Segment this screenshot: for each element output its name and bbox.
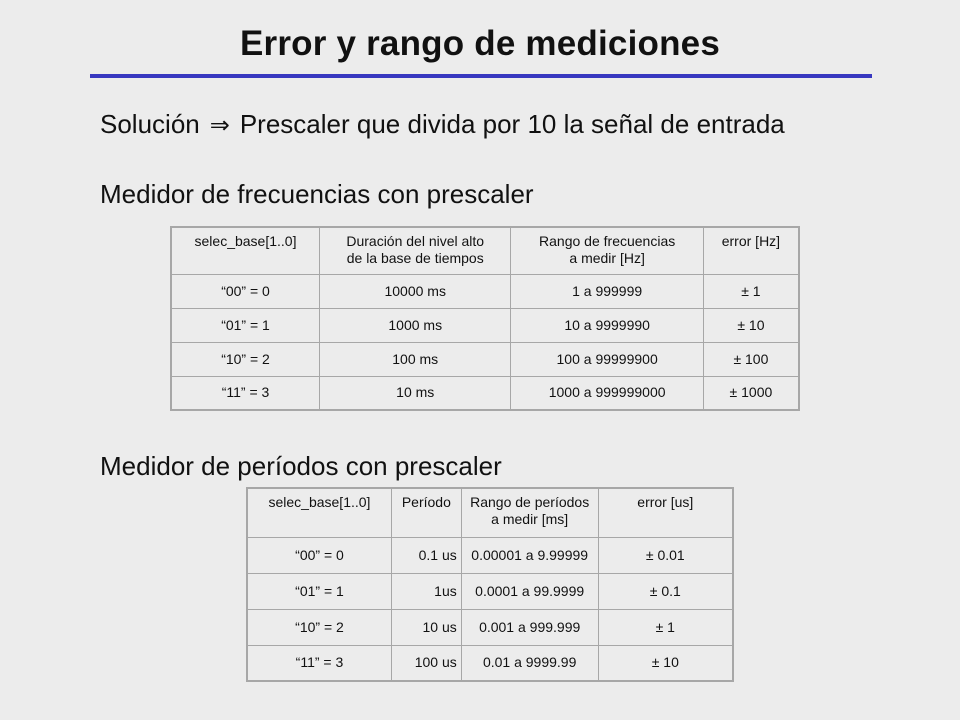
table-cell: 100 us xyxy=(391,645,461,681)
table-cell: 100 ms xyxy=(320,342,511,376)
table-cell: “11” = 3 xyxy=(247,645,391,681)
solution-line xyxy=(100,109,785,140)
table-cell: ± 0.01 xyxy=(598,537,733,573)
header-cell: Rango de frecuencias a medir [Hz] xyxy=(511,227,703,274)
table-cell: 0.01 a 9999.99 xyxy=(461,645,598,681)
table-cell: 1us xyxy=(391,573,461,609)
table-cell: 1 a 999999 xyxy=(511,274,703,308)
table-cell: ± 10 xyxy=(703,308,799,342)
table-cell: “10” = 2 xyxy=(247,609,391,645)
table-cell: 10 a 9999990 xyxy=(511,308,703,342)
table-cell: “00” = 0 xyxy=(247,537,391,573)
table-row xyxy=(247,537,733,573)
period-table xyxy=(246,487,734,682)
table-cell: “10” = 2 xyxy=(171,342,320,376)
frequency-table xyxy=(170,226,800,411)
solution-text: Prescaler que divida por 10 la señal de entrada xyxy=(239,109,785,139)
table-cell: “00” = 0 xyxy=(171,274,320,308)
table-cell: “01” = 1 xyxy=(171,308,320,342)
table-cell: 1000 a 999999000 xyxy=(511,376,703,410)
table-cell: 100 a 99999900 xyxy=(511,342,703,376)
slide-title: Error y rango de mediciones xyxy=(240,24,720,63)
table-cell: 10000 ms xyxy=(320,274,511,308)
table-header-row xyxy=(171,227,799,274)
table-cell: 0.00001 a 9.99999 xyxy=(461,537,598,573)
header-cell: Rango de períodos a medir [ms] xyxy=(461,488,598,537)
table-row xyxy=(171,376,799,410)
frequency-heading: Medidor de frecuencias con prescaler xyxy=(100,179,534,209)
implies-arrow-icon: ⇒ xyxy=(209,111,230,139)
table-row xyxy=(247,573,733,609)
table-cell: 1000 ms xyxy=(320,308,511,342)
table-cell: ± 100 xyxy=(703,342,799,376)
table-cell: ± 10 xyxy=(598,645,733,681)
table-cell: ± 1000 xyxy=(703,376,799,410)
table-cell: 0.1 us xyxy=(391,537,461,573)
table-row xyxy=(247,609,733,645)
header-cell: error [Hz] xyxy=(703,227,799,274)
table-cell: ± 1 xyxy=(598,609,733,645)
period-heading: Medidor de períodos con prescaler xyxy=(100,451,502,481)
table-cell: “11” = 3 xyxy=(171,376,320,410)
header-cell: selec_base[1..0] xyxy=(171,227,320,274)
header-cell: Duración del nivel alto de la base de tiempos xyxy=(320,227,511,274)
header-cell: Período xyxy=(391,488,461,537)
table-cell: “01” = 1 xyxy=(247,573,391,609)
table-cell: 10 ms xyxy=(320,376,511,410)
table-row xyxy=(171,274,799,308)
table-row xyxy=(247,645,733,681)
solution-prefix: Solución xyxy=(100,109,200,139)
table-row xyxy=(171,342,799,376)
table-header-row xyxy=(247,488,733,537)
table-cell: ± 1 xyxy=(703,274,799,308)
table-cell: ± 0.1 xyxy=(598,573,733,609)
table-cell: 0.001 a 999.999 xyxy=(461,609,598,645)
title-underline xyxy=(90,74,872,78)
table-row xyxy=(171,308,799,342)
header-cell: error [us] xyxy=(598,488,733,537)
table-cell: 0.0001 a 99.9999 xyxy=(461,573,598,609)
table-cell: 10 us xyxy=(391,609,461,645)
header-cell: selec_base[1..0] xyxy=(247,488,391,537)
